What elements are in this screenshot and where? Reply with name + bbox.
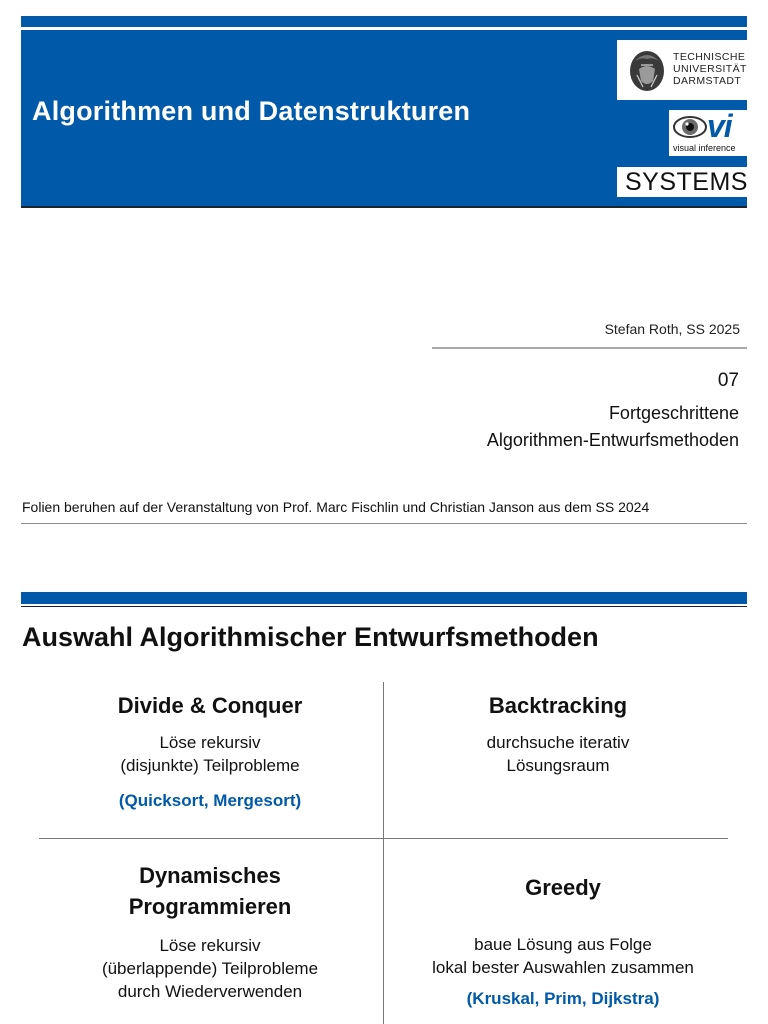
greedy-heading: Greedy <box>525 875 601 900</box>
dynamic-programming-desc-line3: durch Wiederverwenden <box>117 982 303 1001</box>
divide-conquer-desc-line2: (disjunkte) Teilprobleme <box>120 756 300 775</box>
top-accent-bar <box>21 16 747 27</box>
chapter-title <box>487 400 739 454</box>
credit-divider <box>21 523 747 524</box>
slide-header-bar <box>21 592 747 604</box>
vi-caption: visual inference <box>673 143 736 153</box>
systems-wordmark: SYSTEMS <box>625 168 748 196</box>
divide-conquer-desc-line1: Löse rekursiv <box>159 733 261 752</box>
visual-inference-logo <box>669 110 747 156</box>
dynamic-programming-desc-line2: (überlappende) Teilprobleme <box>101 959 319 978</box>
vi-letters: vi <box>707 108 732 144</box>
athena-head-icon <box>627 47 667 93</box>
course-title: Algorithmen und Datenstrukturen <box>32 96 471 126</box>
divide-conquer-heading: Divide & Conquer <box>117 693 303 718</box>
divide-conquer-examples: (Quicksort, Mergesort) <box>118 791 302 810</box>
quadrant-greedy <box>388 872 738 1009</box>
chapter-title-line1: Fortgeschrittene <box>608 403 739 423</box>
chapter-number: 07 <box>717 370 739 391</box>
greedy-desc-line1: baue Lösung aus Folge <box>474 935 652 954</box>
header-band <box>21 30 747 208</box>
greedy-desc-line2: lokal bester Auswahlen zusammen <box>432 958 694 977</box>
tu-name-line3: DARMSTADT <box>673 75 742 87</box>
credit-note: Folien beruhen auf der Veranstaltung von Prof. Marc Fischlin und Christian Janson aus dem SS 2024 <box>22 499 650 515</box>
tu-darmstadt-logo <box>617 40 747 100</box>
author-divider <box>432 347 747 349</box>
tu-name-line1: TECHNISCHE <box>673 51 746 63</box>
eye-icon <box>673 113 709 143</box>
greedy-examples: (Kruskal, Prim, Dijkstra) <box>466 989 660 1008</box>
chapter-title-line2: Algorithmen-Entwurfsmethoden <box>486 430 739 450</box>
slide-title: Auswahl Algorithmischer Entwurfsmethoden <box>22 622 599 652</box>
quadrant-dynamic-programming <box>40 860 380 1003</box>
systems-logo <box>617 167 747 197</box>
dynamic-programming-desc-line1: Löse rekursiv <box>159 936 261 955</box>
tu-name-line2: UNIVERSITÄT <box>673 63 747 75</box>
dynamic-programming-heading-line1: Dynamisches <box>139 863 281 888</box>
quadrant-divide-conquer <box>40 690 380 811</box>
dynamic-programming-heading-line2: Programmieren <box>128 894 292 919</box>
backtracking-desc-line1: durchsuche iterativ <box>486 733 630 752</box>
author-line: Stefan Roth, SS 2025 <box>604 321 740 337</box>
backtracking-heading: Backtracking <box>488 693 628 718</box>
overview-slide <box>0 540 768 1024</box>
tu-name <box>673 51 747 87</box>
backtracking-desc-line2: Lösungsraum <box>506 756 610 775</box>
slide-header-underline <box>21 606 747 607</box>
horizontal-divider <box>39 838 728 839</box>
vertical-divider <box>383 682 384 1024</box>
quadrant-backtracking <box>388 690 728 777</box>
